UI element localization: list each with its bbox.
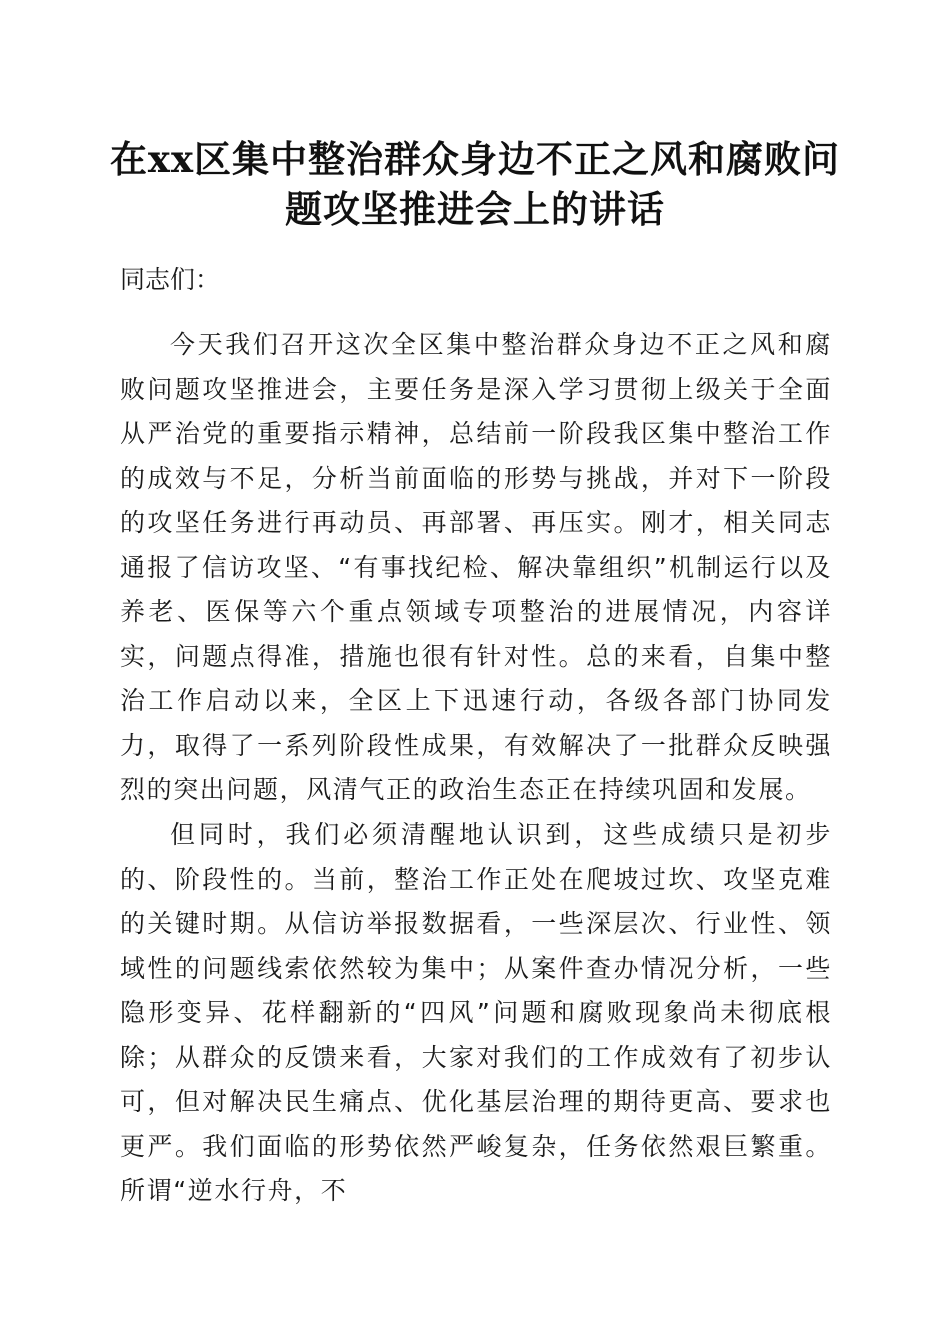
document-title-line-2: 题攻坚推进会上的讲话 [285, 187, 665, 231]
paragraph-1: 今天我们召开这次全区集中整治群众身边不正之风和腐败问题攻坚推进会，主要任务是深入学习贯彻上级关于全面从严治党的重要指示精神，总结前一阶段我区集中整治工作的成效与不足，分析当前面临的形势与挑战，并对下一阶段的攻坚任务进行再动员、再部署、再压实。刚才，相关同志通报了信访攻坚、“有事找纪检、解决靠组织”机制运行以及养老、医保等六个重点领域专项整治的进展情况，内容详实，问题点得准，措施也很有针对性。总的来看，自集中整治工作启动以来，全区上下迅速行动，各级各部门协同发力，取得了一系列阶段性成果，有效解决了一批群众反映强烈的突出问题，风清气正的政治生态正在持续巩固和发展。 [120, 330, 832, 804]
document-title-line-1: 在xx区集中整治群众身边不正之风和腐败问 [109, 137, 841, 181]
salutation: 同志们： [120, 265, 221, 294]
paragraph-2: 但同时，我们必须清醒地认识到，这些成绩只是初步的、阶段性的。当前，整治工作正处在爬坡过坎、攻坚克难的关键时期。从信访举报数据看，一些深层次、行业性、领域性的问题线索依然较为集中；从案件查办情况分析，一些隐形变异、花样翻新的“四风”问题和腐败现象尚未彻底根除；从群众的反馈来看，大家对我们的工作成效有了初步认可，但对解决民生痛点、优化基层治理的期待更高、要求也更严。我们面临的形势依然严峻复杂，任务依然艰巨繁重。所谓“逆水行舟，不 [120, 820, 832, 1205]
